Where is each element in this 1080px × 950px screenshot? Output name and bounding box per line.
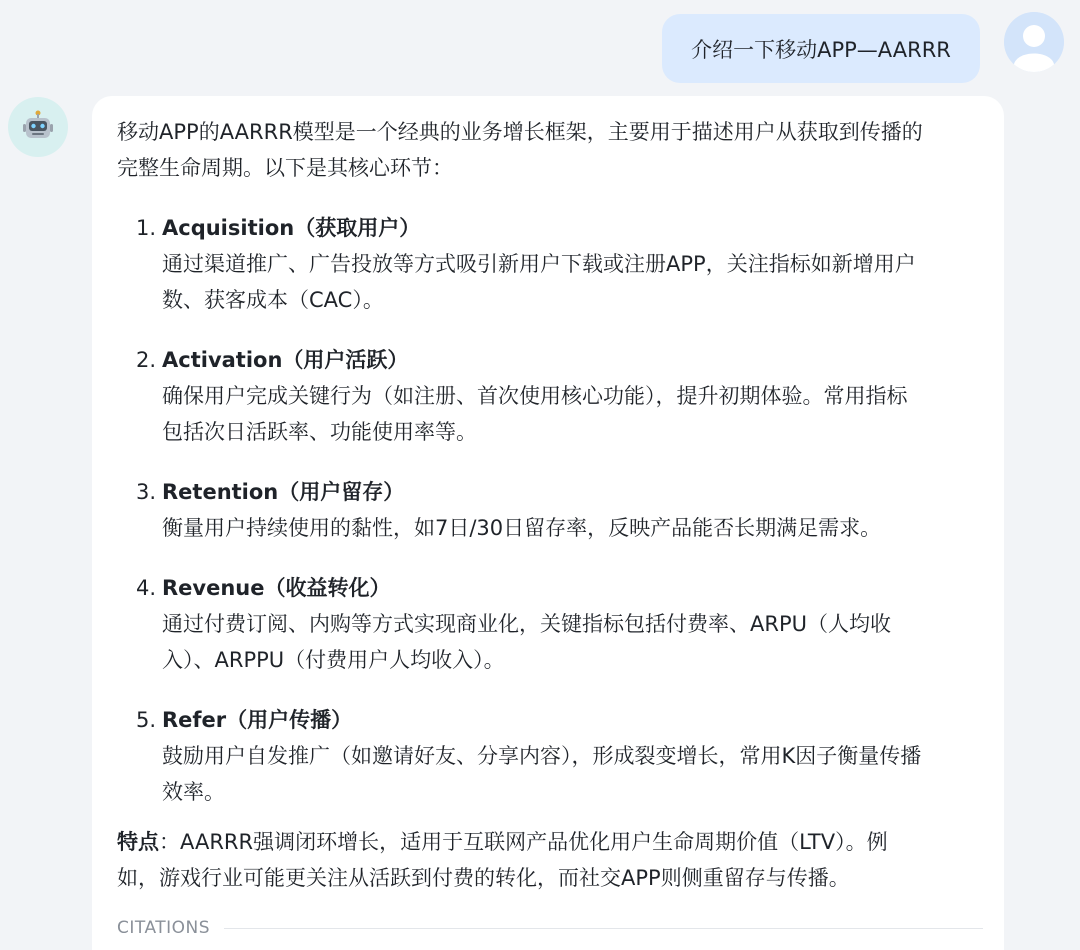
- robot-icon: [21, 110, 55, 144]
- citations-label: CITATIONS: [117, 918, 211, 938]
- desc-line-2: 效率。: [162, 780, 225, 804]
- desc-line-1: 通过付费订阅、内购等方式实现商业化，关键指标包括付费率、ARPU（人均收: [162, 612, 891, 636]
- list-item-number: 2.: [136, 348, 157, 372]
- desc-line-1: 通过渠道推广、广告投放等方式吸引新用户下载或注册APP，关注指标如新增用户: [162, 252, 916, 276]
- feature-line-2: 如，游戏行业可能更关注从活跃到付费的转化，而社交APP则侧重留存与传播。: [117, 866, 850, 890]
- list-item-number: 4.: [136, 576, 157, 600]
- desc-line-1: 鼓励用户自发推广（如邀请好友、分享内容），形成裂变增长，常用K因子衡量传播: [162, 744, 922, 768]
- desc-line-2: 包括次日活跃率、功能使用率等。: [162, 420, 477, 444]
- intro-line-2: 完整生命周期。以下是其核心环节：: [117, 156, 453, 180]
- desc-line-1: 衡量用户持续使用的黏性，如7日/30日留存率，反映产品能否长期满足需求。: [162, 516, 882, 540]
- citations-header: [117, 918, 983, 938]
- intro-line-1: 移动APP的AARRR模型是一个经典的业务增长框架，主要用于描述用户从获取到传播的: [117, 120, 923, 144]
- user-avatar[interactable]: [1004, 12, 1064, 72]
- user-avatar-icon: [1004, 12, 1064, 72]
- feature-label: 特点: [117, 830, 159, 854]
- list-item-description: [162, 606, 974, 678]
- list-item-description: [162, 738, 974, 810]
- feature-line-1: ：AARRR强调闭环增长，适用于互联网产品优化用户生命周期价值（LTV）。例: [159, 830, 888, 854]
- citations-divider: [224, 928, 983, 929]
- desc-line-2: 数、获客成本（CAC）。: [162, 288, 384, 312]
- list-item-description: [162, 510, 974, 546]
- assistant-avatar: [8, 97, 68, 157]
- desc-line-1: 确保用户完成关键行为（如注册、首次使用核心功能），提升初期体验。常用指标: [162, 384, 908, 408]
- user-message-bubble: [662, 14, 980, 83]
- list-item-description: [162, 246, 974, 318]
- list-item-title: Acquisition（获取用户）: [162, 216, 421, 240]
- list-item-title: Revenue（收益转化）: [162, 576, 391, 600]
- list-item-description: [162, 378, 974, 450]
- list-item-title: Retention（用户留存）: [162, 480, 405, 504]
- list-item-title: Activation（用户活跃）: [162, 348, 409, 372]
- list-item-title: Refer（用户传播）: [162, 708, 353, 732]
- intro-paragraph: [117, 114, 983, 186]
- list-item-number: 1.: [136, 216, 157, 240]
- user-message-text: 介绍一下移动APP—AARRR: [691, 37, 951, 62]
- assistant-message-card: [92, 96, 1004, 950]
- desc-line-2: 入）、ARPPU（付费用户人均收入）。: [162, 648, 505, 672]
- list-item-number: 3.: [136, 480, 157, 504]
- feature-paragraph: [117, 824, 983, 896]
- list-item-number: 5.: [136, 708, 157, 732]
